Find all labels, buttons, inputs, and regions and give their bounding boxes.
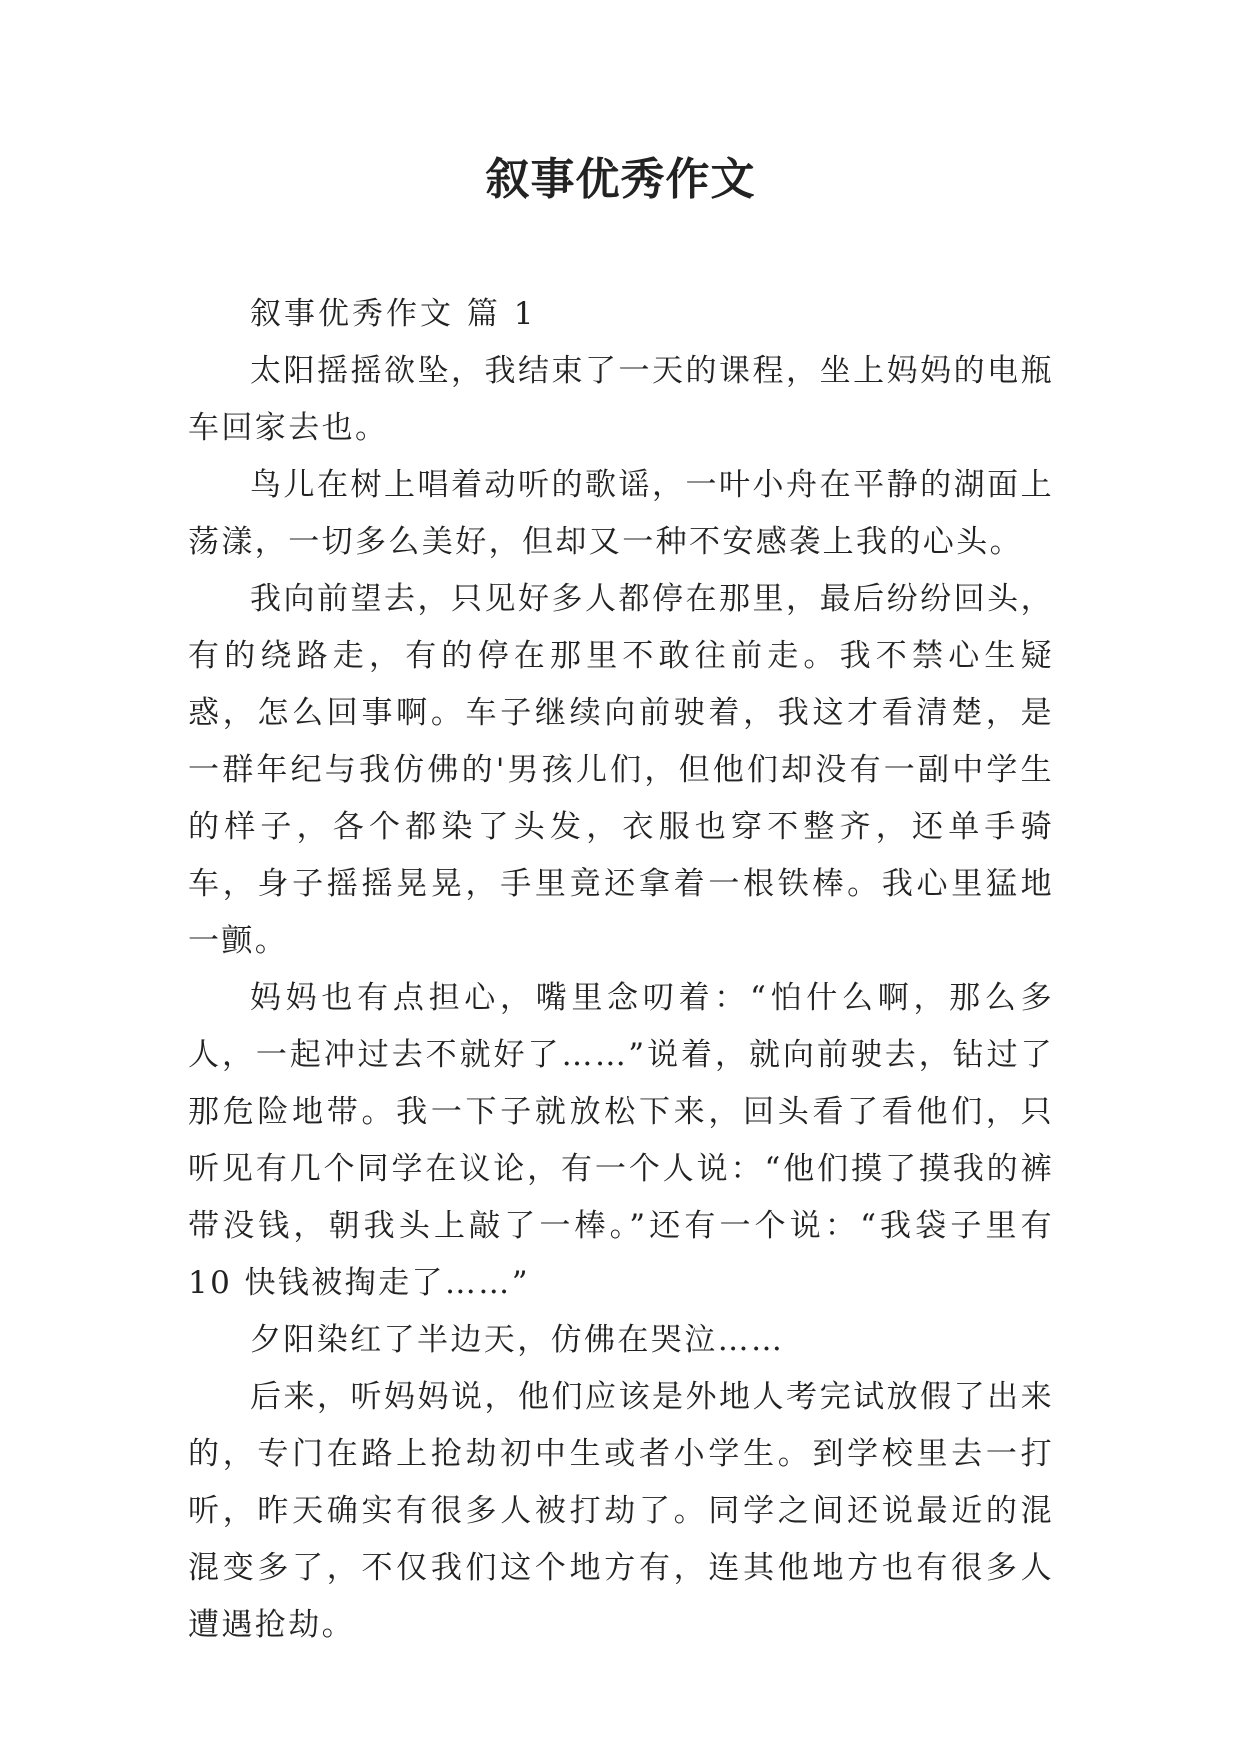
paragraph: 鸟儿在树上唱着动听的歌谣，一叶小舟在平静的湖面上荡漾，一切多么美好，但却又一种不安感袭上我的心头。 [188,467,1054,560]
document-title: 叙事优秀作文 [485,154,756,205]
paragraph: 妈妈也有点担心，嘴里念叨着：“怕什么啊，那么多人，一起冲过去不就好了……”说着，就向前驶去，钻过了那危险地带。我一下子就放松下来，回头看了看他们，只听见有几个同学在议论，有一个人说：“他们摸了摸我的裤带没钱，朝我头上敲了一棒。”还有一个说：“我袋子里有 10 快钱被掏走了……” [188,980,1054,1301]
paragraph: 夕阳染红了半边天，仿佛在哭泣…… [250,1322,785,1358]
document-body [188,286,1054,1654]
paragraph: 太阳摇摇欲坠，我结束了一天的课程，坐上妈妈的电瓶车回家去也。 [188,353,1054,446]
section-heading: 叙事优秀作文 篇 1 [250,296,537,332]
paragraph: 后来，听妈妈说，他们应该是外地人考完试放假了出来的，专门在路上抢劫初中生或者小学生。到学校里去一打听，昨天确实有很多人被打劫了。同学之间还说最近的混混变多了，不仅我们这个地方有，连其他地方也有很多人遭遇抢劫。 [188,1379,1054,1643]
paragraph: 我向前望去，只见好多人都停在那里，最后纷纷回头，有的绕路走，有的停在那里不敢往前走。我不禁心生疑惑，怎么回事啊。车子继续向前驶着，我这才看清楚，是一群年纪与我仿佛的'男孩儿们，但他们却没有一副中学生的样子，各个都染了头发，衣服也穿不整齐，还单手骑车，身子摇摇晃晃，手里竟还拿着一根铁棒。我心里猛地一颤。 [188,581,1054,959]
